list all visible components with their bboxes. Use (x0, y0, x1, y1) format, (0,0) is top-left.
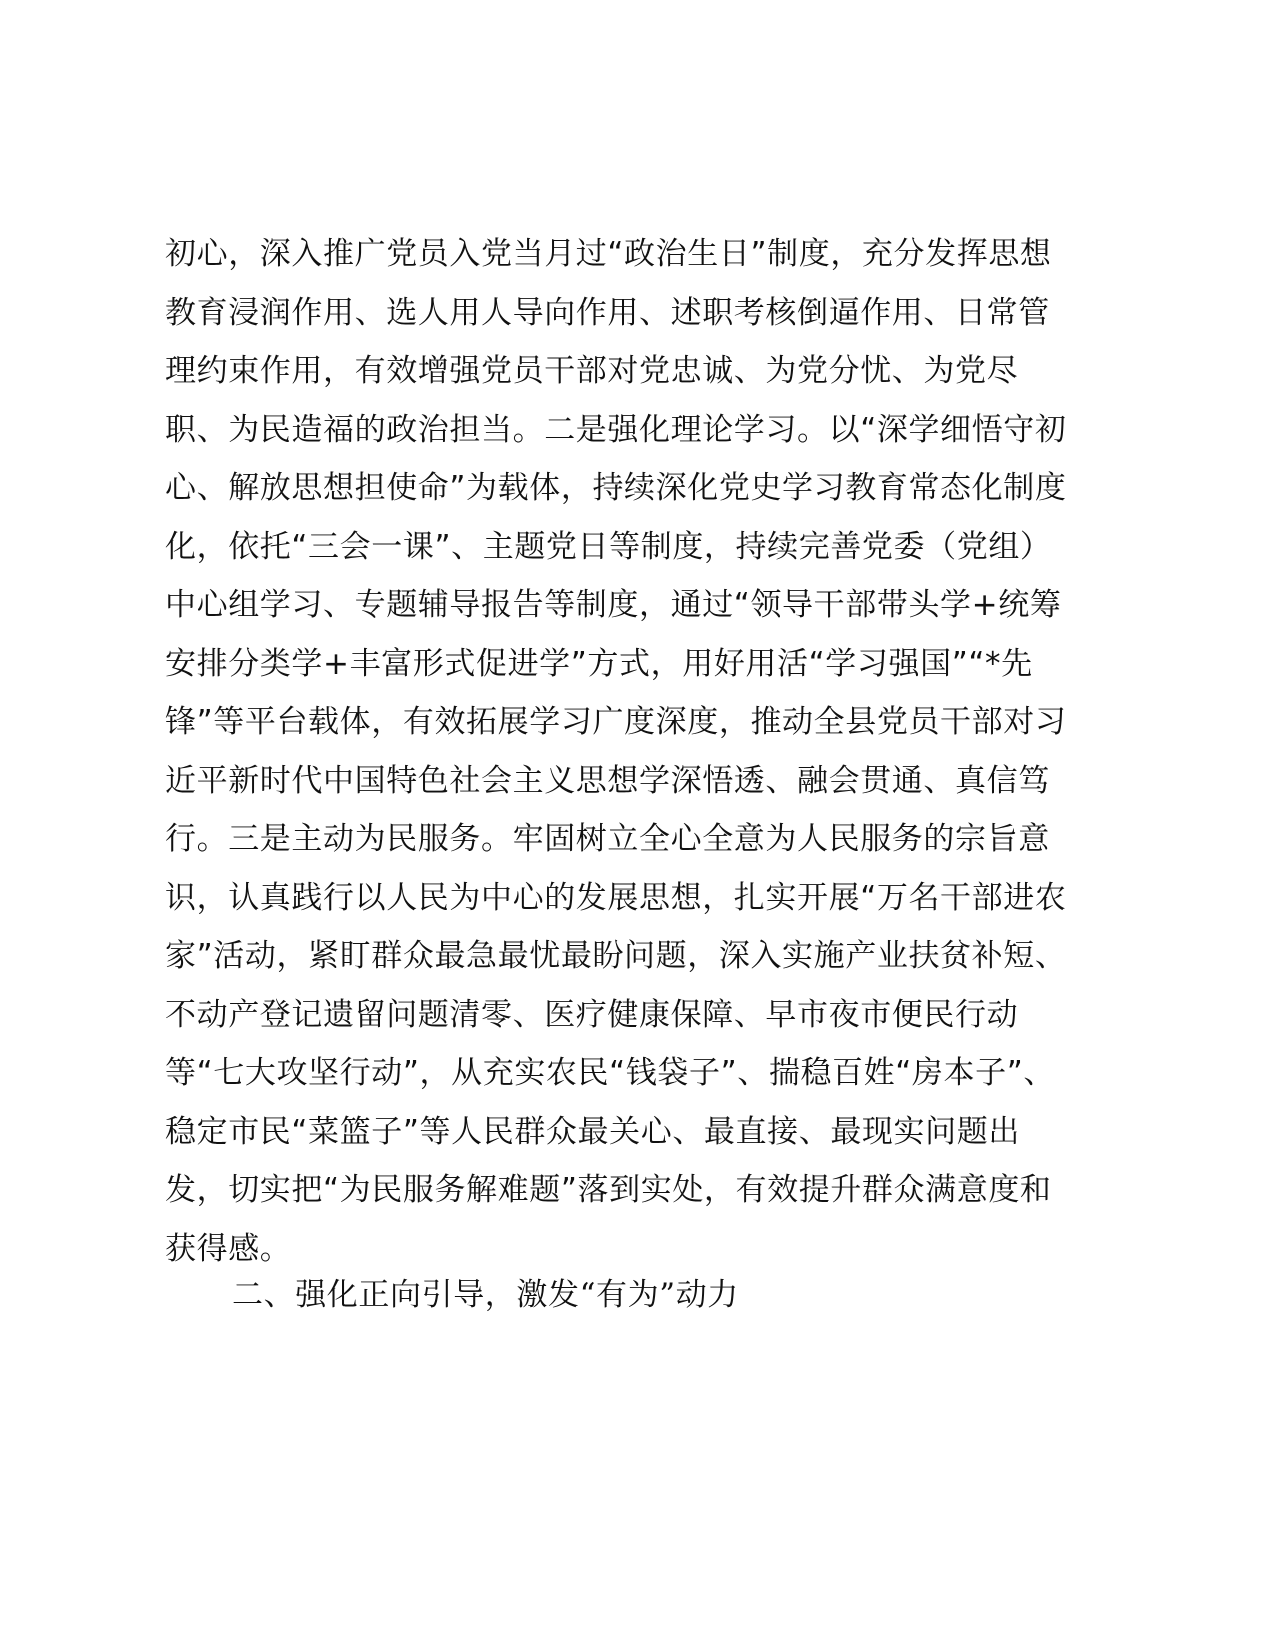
paragraph-line: 稳定市民“菜篮子”等人民群众最关心、最直接、最现实问题出 (165, 1113, 1020, 1150)
paragraph-line: 不动产登记遗留问题清零、医疗健康保障、早市夜市便民行动 (165, 996, 1019, 1033)
paragraph-line: 获得感。 (165, 1230, 292, 1267)
paragraph-line: 家”活动，紧盯群众最急最忧最盼问题，深入实施产业扶贫补短、 (165, 938, 1067, 974)
paragraph-line: 锋”等平台载体，有效拓展学习广度深度，推动全县党员干部对习 (165, 704, 1067, 740)
paragraph-line: 安排分类学+丰富形式促进学”方式，用好用活“学习强国”“*先 (165, 645, 1033, 682)
paragraph-line: 初心，深入推广党员入党当月过“政治生日”制度，充分发挥思想 (165, 236, 1052, 272)
section-heading: 二、强化正向引导，激发“有为”动力 (232, 1277, 739, 1313)
paragraph-line: 近平新时代中国特色社会主义思想学深悟透、融会贯通、真信笃 (165, 762, 1050, 799)
paragraph-line: 识，认真践行以人民为中心的发展思想，扎实开展“万名干部进农 (165, 879, 1067, 916)
paragraph-line: 行。三是主动为民服务。牢固树立全心全意为人民服务的宗旨意 (165, 821, 1050, 857)
paragraph-line: 化，依托“三会一课”、主题党日等制度，持续完善党委（党组） (165, 528, 1052, 565)
paragraph-line: 等“七大攻坚行动”，从充实农民“钱袋子”、揣稳百姓“房本子”、 (165, 1055, 1055, 1091)
paragraph-line: 发，切实把“为民服务解难题”落到实处，有效提升群众满意度和 (165, 1172, 1052, 1208)
paragraph-line: 理约束作用，有效增强党员干部对党忠诚、为党分忧、为党尽 (165, 353, 1019, 389)
paragraph-line: 教育浸润作用、选人用人导向作用、述职考核倒逼作用、日常管 (165, 294, 1050, 331)
body-paragraph (165, 225, 1115, 1278)
paragraph-line: 职、为民造福的政治担当。二是强化理论学习。以“深学细悟守初 (165, 411, 1067, 448)
paragraph-line: 心、解放思想担使命”为载体，持续深化党史学习教育常态化制度 (165, 470, 1067, 506)
paragraph-line: 中心组学习、专题辅导报告等制度，通过“领导干部带头学+统筹 (165, 587, 1062, 623)
